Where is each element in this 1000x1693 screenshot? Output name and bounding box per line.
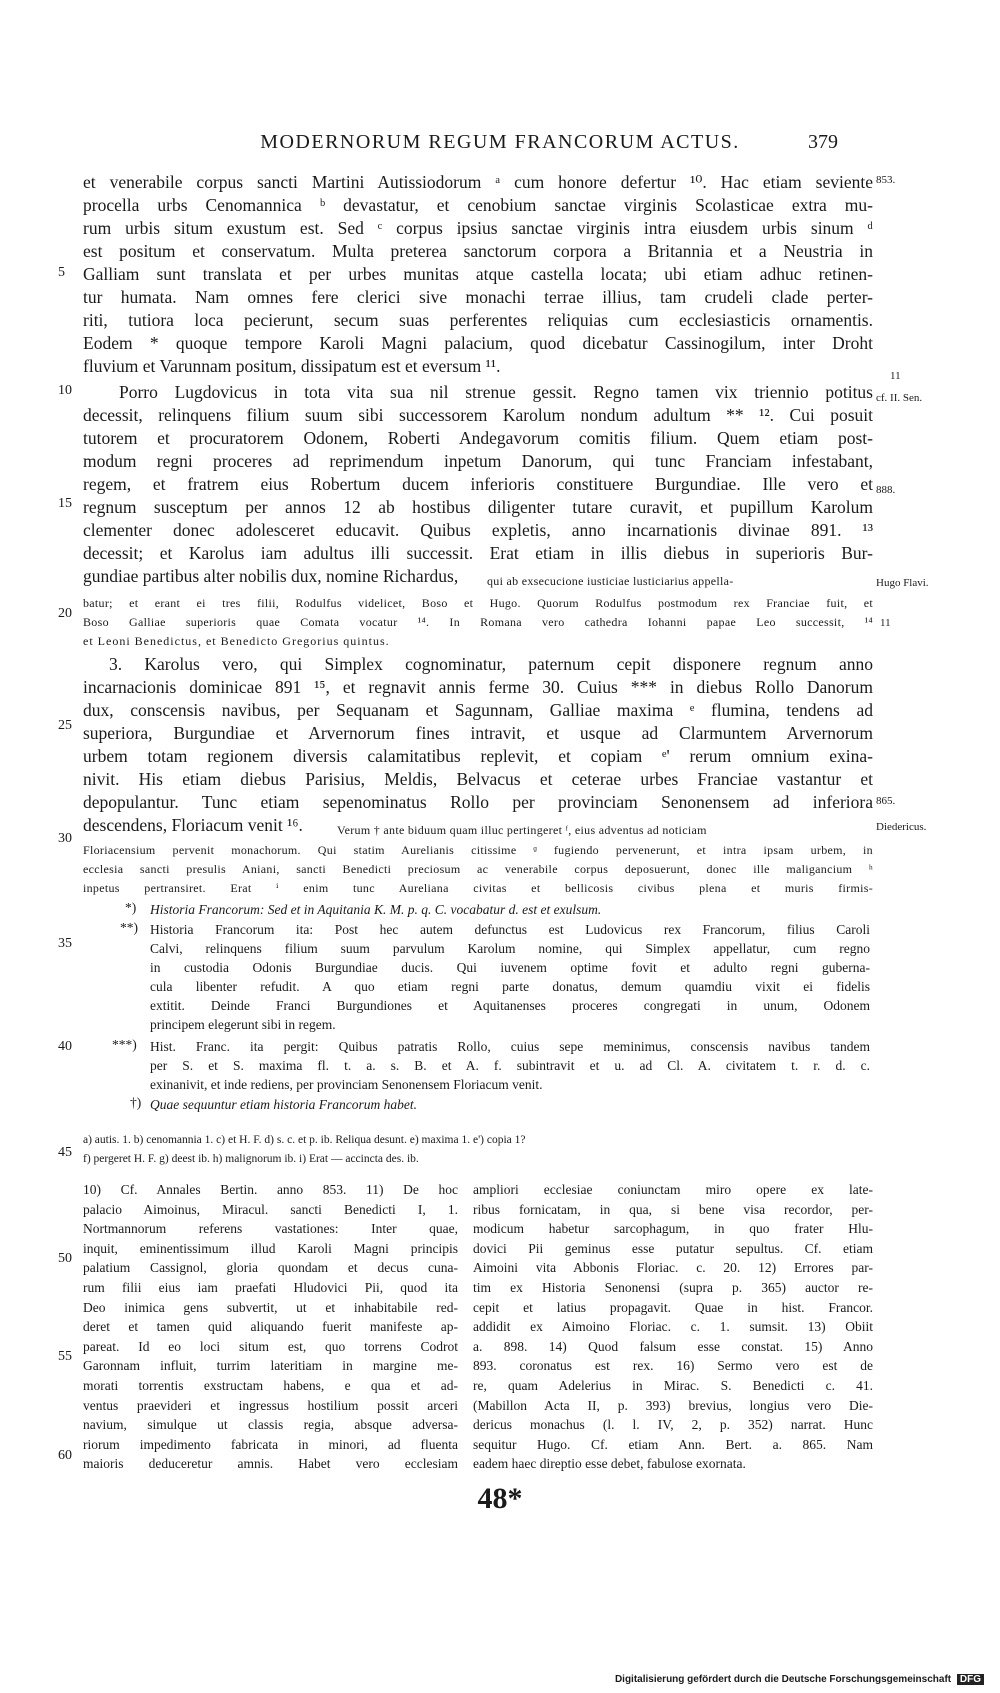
text-line: depopulantur. Tunc etiam sepenominatus Rollo per provinciam Senonensem ad inferiora bbox=[83, 792, 873, 812]
text-line: est positum et conservatum. Multa preterea sanctorum corpora a Britannia et a Neustria in bbox=[83, 241, 873, 261]
text-line: regem, et fratrem eius Robertum ducem inferioris constituere Burgundiae. Ille vero et bbox=[83, 474, 873, 494]
text-line-small: Verum † ante biduum quam illuc pertingeret ᶠ, eius adventus ad noticiam bbox=[337, 823, 707, 837]
note-line: eadem haec direptio esse debet, fabulose exornata. bbox=[473, 1456, 746, 1472]
running-title: MODERNORUM REGUM FRANCORUM ACTUS. bbox=[260, 131, 740, 153]
margin-note: 888. bbox=[876, 484, 896, 496]
note-line: dovici Pii geminus esse putatur sepultus. Cf. etiam bbox=[473, 1240, 873, 1256]
line-number: 30 bbox=[58, 831, 72, 846]
text-line-small: ecclesia sancti presulis Aniani, sancti Benedicti preciosum ac venerabile corpus deposuerunt, donec ille maligancium ʰ bbox=[83, 862, 873, 876]
text-line: et venerabile corpus sancti Martini Autissiodorum ᵃ cum honore defertur ¹⁰. Hac etiam seviente bbox=[83, 172, 873, 192]
page-number: 379 bbox=[808, 131, 838, 153]
text-line: fluvium et Varunnam positum, dissipatum est et eversum ¹¹. bbox=[83, 356, 501, 376]
text-line: decessit, relinquens filium suum sibi successorem Karolum nondum adultum ** ¹². Cui posuit bbox=[83, 405, 873, 425]
credit-text: Digitalisierung gefördert durch die Deutsche Forschungsgemeinschaft bbox=[614, 1674, 952, 1685]
note-line: palacio Aimoinus, Miracul. sancti Benedicti I, 1. bbox=[83, 1201, 458, 1217]
footnote-star1: Historia Francorum: Sed et in Aquitania K. M. p. q. C. vocabatur d. est et exulsum. bbox=[150, 902, 602, 917]
signature-mark: 48* bbox=[477, 1482, 523, 1515]
footnote-star2-line: Historia Francorum ita: Post hec autem defunctus est Ludovicus rex Francorum, filius Caroli bbox=[150, 922, 870, 937]
line-number: 25 bbox=[58, 718, 72, 733]
note-line: Nortmannorum referens vastationes: Inter quae, bbox=[83, 1221, 458, 1237]
footnote-star2-line: in custodia Odonis Burgundiae ducis. Qui iuvenem optime fovit et adulto regni guberna- bbox=[150, 960, 870, 975]
footnote-star3-line: Hist. Franc. ita pergit: Quibus patratis Rollo, cuius sepe meminimus, conscensis navibus tandem bbox=[150, 1039, 870, 1054]
text-line: 3. Karolus vero, qui Simplex cognominatur, paternum cepit disponere regnum anno bbox=[109, 654, 873, 674]
note-line: inquit, eminentissimum illud Karoli Magni principis bbox=[83, 1240, 458, 1256]
note-line: ribus fornicatam, in qua, si bene visa recordor, per- bbox=[473, 1201, 873, 1217]
note-line: sequitur Hugo. Cf. etiam Ann. Bert. a. 865. Nam bbox=[473, 1436, 873, 1452]
footnote-mark: *) bbox=[125, 900, 137, 915]
text-line: gundiae partibus alter nobilis dux, nomine Richardus, bbox=[83, 566, 459, 586]
note-line: (Mabillon Acta II, p. 393) brevius, longius vero Die- bbox=[473, 1397, 873, 1413]
notes-left-column bbox=[83, 1180, 458, 1474]
text-line: modum regni proceres ad reprimendum inpetum Danorum, qui tunc Franciam infestabant, bbox=[83, 451, 873, 471]
notes-right-column bbox=[473, 1180, 873, 1474]
line-number: 40 bbox=[58, 1039, 72, 1054]
footnote-star2-line: principem elegerunt sibi in regem. bbox=[150, 1017, 336, 1032]
note-line: pareat. Id eo loci situm est, quo torrens Codrot bbox=[83, 1338, 458, 1354]
text-line-small: Floriacensium pervenit monachorum. Qui statim Aurelianis citissime ᶢ fugiendo pervenerunt, et intra ipsam urbem, in bbox=[83, 843, 873, 857]
note-line: navium, simulque ut classis regia, absque adversa- bbox=[83, 1417, 458, 1433]
text-line: descendens, Floriacum venit ¹⁶. bbox=[83, 815, 303, 835]
text-line: tutorem et procuratorem Odonem, Roberti Andegavorum comitis filium. Quem etiam post- bbox=[83, 428, 873, 448]
note-line: 893. coronatus est rex. 16) Sermo vero est de bbox=[473, 1358, 873, 1374]
note-line: ampliori ecclesiae coniunctam miro opere ex late- bbox=[473, 1182, 873, 1197]
line-number: 50 bbox=[58, 1251, 72, 1266]
note-line: re, quam Adelerius in Mirac. S. Benedicti c. 41. bbox=[473, 1377, 873, 1393]
text-line: tur humata. Nam omnes fere clerici sive monachi terrae illius, tam crudeli clade perter- bbox=[83, 287, 873, 307]
note-line: deret et tamen quid aliquando fuerit manifeste ap- bbox=[83, 1319, 458, 1335]
footnote-star3-line: per S. et S. maxima fl. t. a. s. B. et A. f. subintravit et u. ad Cl. A. civitatem t. r. d. c. bbox=[150, 1058, 870, 1073]
note-line: addidit ex Aimoino Floriac. c. 1. sumsit. 13) Obiit bbox=[473, 1319, 873, 1335]
footnote-mark: ***) bbox=[112, 1037, 137, 1052]
variant-line: f) pergeret H. F. g) deest ib. h) malignorum ib. i) Erat — accincta des. ib. bbox=[83, 1153, 419, 1165]
margin-note: cf. II. Sen. bbox=[876, 392, 923, 404]
footnote-star2-line: cula libenter refudit. A quo etiam regni parte donatus, demum quamdiu vixit ei fidelis bbox=[150, 979, 870, 994]
note-line: riorum impedimento fabricata in minori, ad fluenta bbox=[83, 1436, 458, 1452]
text-line: riti, tutiora loca pecierunt, secum suas perferentes reliquias cum ecclesiasticis ornamentis. bbox=[83, 310, 873, 330]
text-line: nivit. His etiam diebus Parisius, Meldis, Belvacus et ceterae urbes Franciae vastantur et bbox=[83, 769, 873, 789]
note-line: maioris deduceretur amnis. Habet vero ecclesiam bbox=[83, 1456, 458, 1472]
footnote-star3-line: exinanivit, et inde rediens, per provinciam Senonensem Floriacum venit. bbox=[150, 1077, 543, 1092]
line-number: 60 bbox=[58, 1448, 72, 1463]
variant-line: a) autis. 1. b) cenomannia 1. c) et H. F. d) s. c. et p. ib. Reliqua desunt. e) maxima 1. e') copia 1? bbox=[83, 1134, 526, 1146]
footnote-dagger: Quae sequuntur etiam historia Francorum habet. bbox=[150, 1097, 417, 1112]
line-number: 55 bbox=[58, 1349, 72, 1364]
margin-note: 11 bbox=[890, 370, 901, 382]
note-line: palatium Cassignol, gloria quondam et decus cuna- bbox=[83, 1260, 458, 1276]
text-line: Porro Lugdovicus in tota vita sua nil strenue gessit. Regno tamen vix triennio potitus bbox=[119, 382, 873, 402]
footnote-mark: †) bbox=[130, 1095, 142, 1110]
margin-note: Diedericus. bbox=[876, 821, 927, 833]
text-line-small: batur; et erant ei tres filii, Rodulfus videlicet, Boso et Hugo. Quorum Rodulfus postmodum rex Franciae fuit, et bbox=[83, 596, 873, 610]
note-line: 10) Cf. Annales Bertin. anno 853. 11) De hoc bbox=[83, 1182, 458, 1197]
text-line: regnum susceptum per annos 12 ab hostibus diligenter tutare curavit, et pupillum Karolum bbox=[83, 497, 873, 517]
text-line: urbem totam regionem diversis calamitatibus replevit, et copiam ᵉ' rerum omnium exina- bbox=[83, 746, 873, 766]
note-line: modicum habetur sarcophagum, in quo frater Hlu- bbox=[473, 1221, 873, 1237]
margin-note: 865. bbox=[876, 795, 896, 807]
text-line: procella urbs Cenomannica ᵇ devastatur, et cenobium sanctae virginis Scolasticae extra mu- bbox=[83, 195, 873, 215]
text-line-small: qui ab exsecucione iusticiae lusticiarius appella- bbox=[487, 574, 734, 588]
line-number: 45 bbox=[58, 1145, 72, 1160]
footnote-star2-line: extitit. Deinde Franci Burgundiones et Aquitanenses proceres congregati in unum, Odonem bbox=[150, 998, 870, 1013]
line-number: 20 bbox=[58, 606, 72, 621]
text-line: superiora, Burgundiae et Arvernorum fines intravit, et usque ad Clarmuntem Arvernorum bbox=[83, 723, 873, 743]
text-line: incarnacionis dominicae 891 ¹⁵, et regnavit annis ferme 30. Cuius *** in diebus Rollo Danorum bbox=[83, 677, 873, 697]
line-number: 10 bbox=[58, 383, 72, 398]
text-line-small: Boso Galliae superioris quae Comata vocatur ¹⁴. In Romana vero cathedra Iohanni papae Leo successit, ¹⁴ bbox=[83, 615, 873, 629]
note-line: ventus praevideri et ingressus hostilium possit arceri bbox=[83, 1397, 458, 1413]
note-line: a. 898. 14) Quod falsum esse constat. 15) Anno bbox=[473, 1338, 873, 1354]
line-number: 15 bbox=[58, 496, 72, 511]
footnote-star2-line: Calvi, relinquens filium suum parvulum Karolum nomine, qui Simplex appellatur, cum regno bbox=[150, 941, 870, 956]
margin-note: Hugo Flavi. bbox=[876, 577, 929, 589]
text-line: Galliam sunt translata et per urbes munitas atque castella locata; ubi etiam adhuc retinen- bbox=[83, 264, 873, 284]
margin-note: 11 bbox=[880, 617, 891, 629]
note-line: tim ex Historia Senonensi (supra p. 365) auctor re- bbox=[473, 1279, 873, 1295]
note-line: rum filii eius iam praefati Hludovici Pii, quod ita bbox=[83, 1279, 458, 1295]
margin-note: 853. bbox=[876, 174, 896, 186]
note-line: morati torrentis exstructam habens, e qua et ad- bbox=[83, 1377, 458, 1393]
text-line: Eodem * quoque tempore Karoli Magni palacium, quod dicebatur Cassinogilum, inter Droht bbox=[83, 333, 873, 353]
note-line: dericus monachus (l. l. IV, 2, p. 352) narrat. Hunc bbox=[473, 1417, 873, 1433]
note-line: Garonnam influit, turrim lateritiam in margine me- bbox=[83, 1358, 458, 1374]
footnote-mark: **) bbox=[120, 920, 138, 935]
dfg-logo: DFG bbox=[957, 1674, 984, 1685]
text-line: decessit; et Karolus iam adultus illi successit. Erat etiam in illis diebus in superioris Bur- bbox=[83, 543, 873, 563]
note-line: cepit et latius propagavit. Quae in hist. Francor. bbox=[473, 1299, 873, 1315]
text-line-small: et Leoni Benedictus, et Benedicto Gregorius quintus. bbox=[83, 634, 390, 648]
note-line: Deo inimica gens subvertit, ut et inhabitabile red- bbox=[83, 1299, 458, 1315]
text-line: rum urbis situm exustum est. Sed ᶜ corpus ipsius sanctae virginis intra eiusdem urbis sinum ᵈ bbox=[83, 218, 873, 238]
line-number: 5 bbox=[58, 265, 65, 280]
digitization-credit bbox=[615, 1674, 984, 1685]
text-line: dux, conscensis navibus, per Sequanam et Sagunnam, Galliae maxima ᵉ flumina, tendens ad bbox=[83, 700, 873, 720]
text-line: clementer donec adolesceret educavit. Quibus expletis, anno incarnationis divinae 891. ¹³ bbox=[83, 520, 873, 540]
line-number: 35 bbox=[58, 936, 72, 951]
note-line: Aimoini vita Abbonis Floriac. c. 20. 12) Errores par- bbox=[473, 1260, 873, 1276]
text-line-small: inpetus pertransiret. Erat ⁱ enim tunc Aureliana civitas et bellicosis civibus plena et muris firmis- bbox=[83, 881, 873, 895]
